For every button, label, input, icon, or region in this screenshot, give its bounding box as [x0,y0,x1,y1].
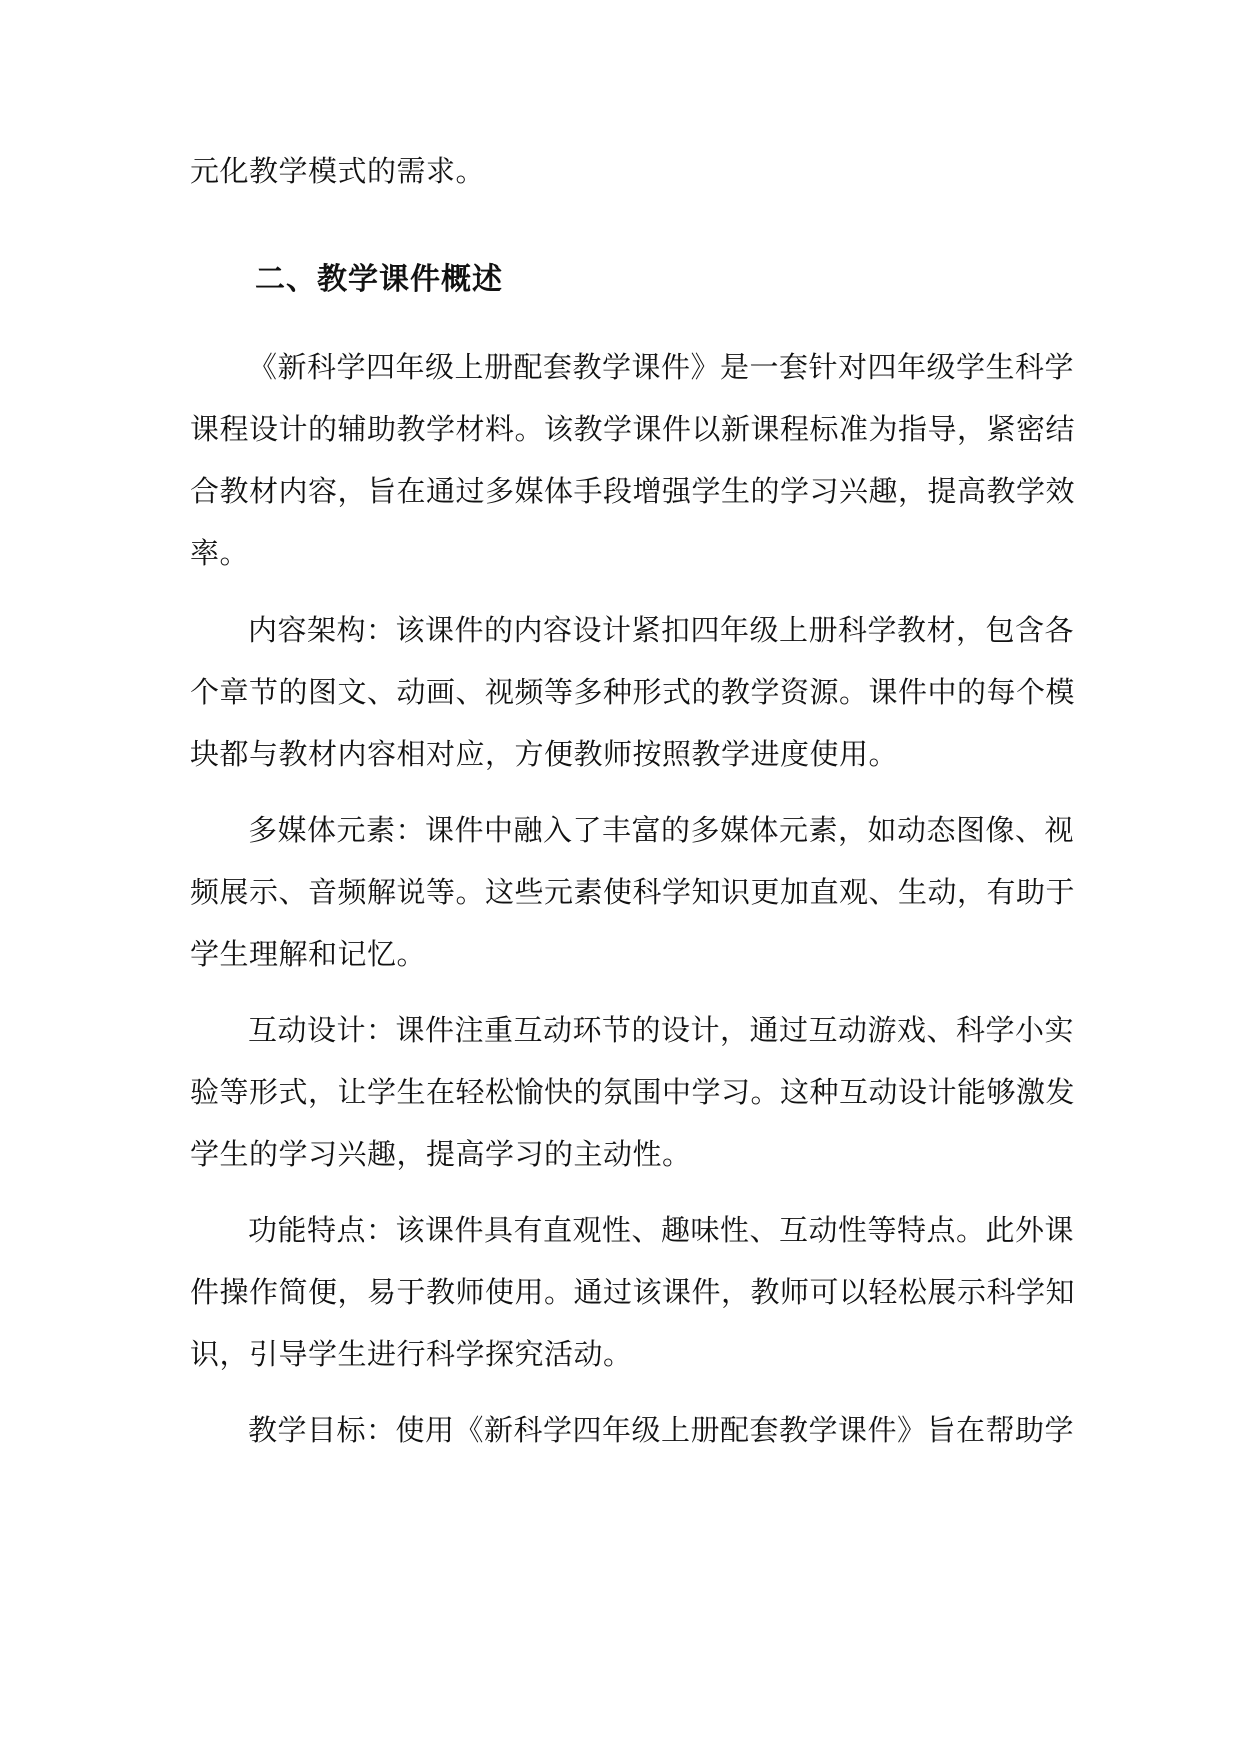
text-line: 频展示、音频解说等。这些元素使科学知识更加直观、生动，有助于 [190,875,1076,909]
text-line: 多媒体元素：课件中融入了丰富的多媒体元素，如动态图像、视 [248,813,1075,847]
text-line: 合教材内容，旨在通过多媒体手段增强学生的学习兴趣，提高教学效 [190,474,1076,508]
text-line: 内容架构：该课件的内容设计紧扣四年级上册科学教材，包含各 [248,613,1075,647]
text-line: 功能特点：该课件具有直观性、趣味性、互动性等特点。此外课 [248,1213,1075,1247]
text-line: 个章节的图文、动画、视频等多种形式的教学资源。课件中的每个模 [190,675,1076,709]
text-line: 件操作简便，易于教师使用。通过该课件，教师可以轻松展示科学知 [190,1275,1076,1309]
text-line: 识，引导学生进行科学探究活动。 [190,1337,633,1371]
text-line: 验等形式，让学生在轻松愉快的氛围中学习。这种互动设计能够激发 [190,1075,1076,1109]
text-line: 互动设计：课件注重互动环节的设计，通过互动游戏、科学小实 [248,1013,1075,1047]
text-line: 块都与教材内容相对应，方便教师按照教学进度使用。 [190,737,899,771]
section-heading: 二、教学课件概述 [255,262,503,297]
text-line: 学生的学习兴趣，提高学习的主动性。 [190,1137,692,1171]
text-line: 元化教学模式的需求。 [190,154,486,188]
text-line: 课程设计的辅助教学材料。该教学课件以新课程标准为指导，紧密结 [190,412,1076,446]
text-line: 率。 [190,536,250,570]
text-line: 《新科学四年级上册配套教学课件》是一套针对四年级学生科学 [248,350,1075,384]
text-line: 学生理解和记忆。 [190,937,427,971]
text-line: 教学目标：使用《新科学四年级上册配套教学课件》旨在帮助学 [248,1413,1075,1447]
